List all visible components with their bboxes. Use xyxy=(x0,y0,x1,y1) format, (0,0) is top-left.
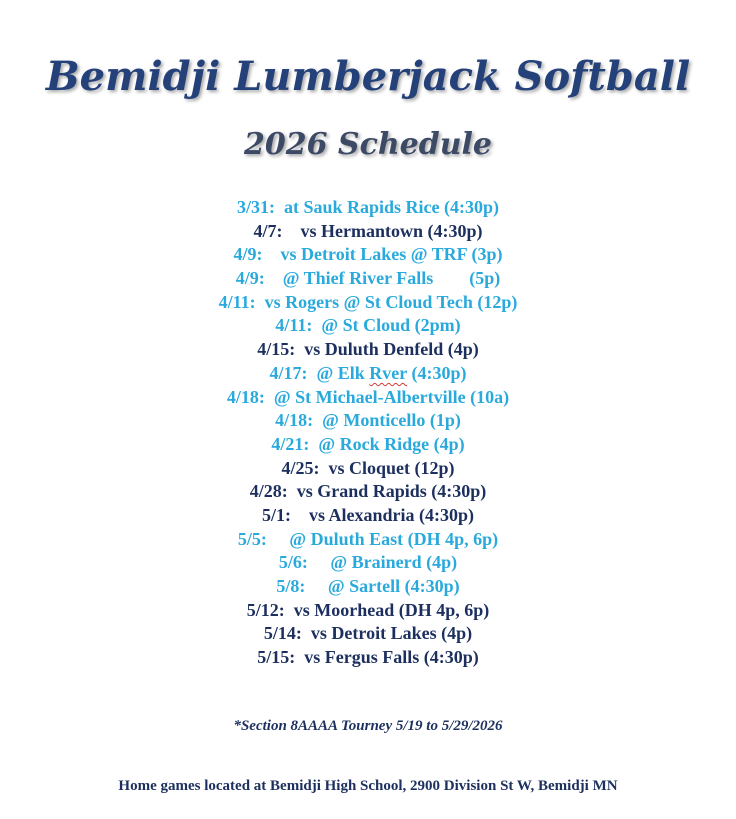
schedule-game-2: 4/7: vs Hermantown (4:30p) xyxy=(253,220,483,241)
schedule-game-19: 5/14: vs Detroit Lakes (4p) xyxy=(263,623,473,644)
home-games-footer: Home games located at Bemidji High School, 2900 Division St W, Bemidji MN xyxy=(118,778,618,794)
schedule-game-9: 4/18: @ St Michael-Albertville (10a) xyxy=(226,386,510,407)
schedule-game-5: 4/11: vs Rogers @ St Cloud Tech (12p) xyxy=(218,291,518,312)
schedule-game-16: 5/6: @ Brainerd (4p) xyxy=(278,552,458,573)
schedule-game-14: 5/1: vs Alexandria (4:30p) xyxy=(261,504,474,525)
schedule-game-4: 4/9: @ Thief River Falls (5p) xyxy=(235,268,501,289)
schedule-game-3: 4/9: vs Detroit Lakes @ TRF (3p) xyxy=(233,244,503,265)
schedule-game-20: 5/15: vs Fergus Falls (4:30p) xyxy=(257,647,479,668)
schedule-game-12: 4/25: vs Cloquet (12p) xyxy=(281,457,455,478)
schedule-game-10: 4/18: @ Monticello (1p) xyxy=(275,410,461,431)
schedule-subtitle: 2026 Schedule xyxy=(243,126,493,162)
schedule-game-1: 3/31: at Sauk Rapids Rice (4:30p) xyxy=(236,197,500,217)
schedule-game-18: 5/12: vs Moorhead (DH 4p, 6p) xyxy=(246,599,490,620)
page-title: Bemidji Lumberjack Softball xyxy=(45,52,691,100)
schedule-game-7: 4/15: vs Duluth Denfeld (4p) xyxy=(257,339,479,360)
schedule-game-17: 5/8: @ Sartell (4:30p) xyxy=(276,576,460,596)
schedule-game-13: 4/28: vs Grand Rapids (4:30p) xyxy=(249,481,487,502)
schedule-list xyxy=(0,196,736,670)
tourney-note: *Section 8AAAA Tourney 5/19 to 5/29/2026 xyxy=(233,718,503,734)
schedule-game-6: 4/11: @ St Cloud (2pm) xyxy=(275,315,461,336)
schedule-game-11: 4/21: @ Rock Ridge (4p) xyxy=(271,433,465,454)
spellcheck-word: Rver xyxy=(369,362,407,383)
schedule-game-15: 5/5: @ Duluth East (DH 4p, 6p) xyxy=(237,528,499,549)
schedule-game-8: 4/17: @ Elk Rver (4:30p) xyxy=(269,362,467,383)
